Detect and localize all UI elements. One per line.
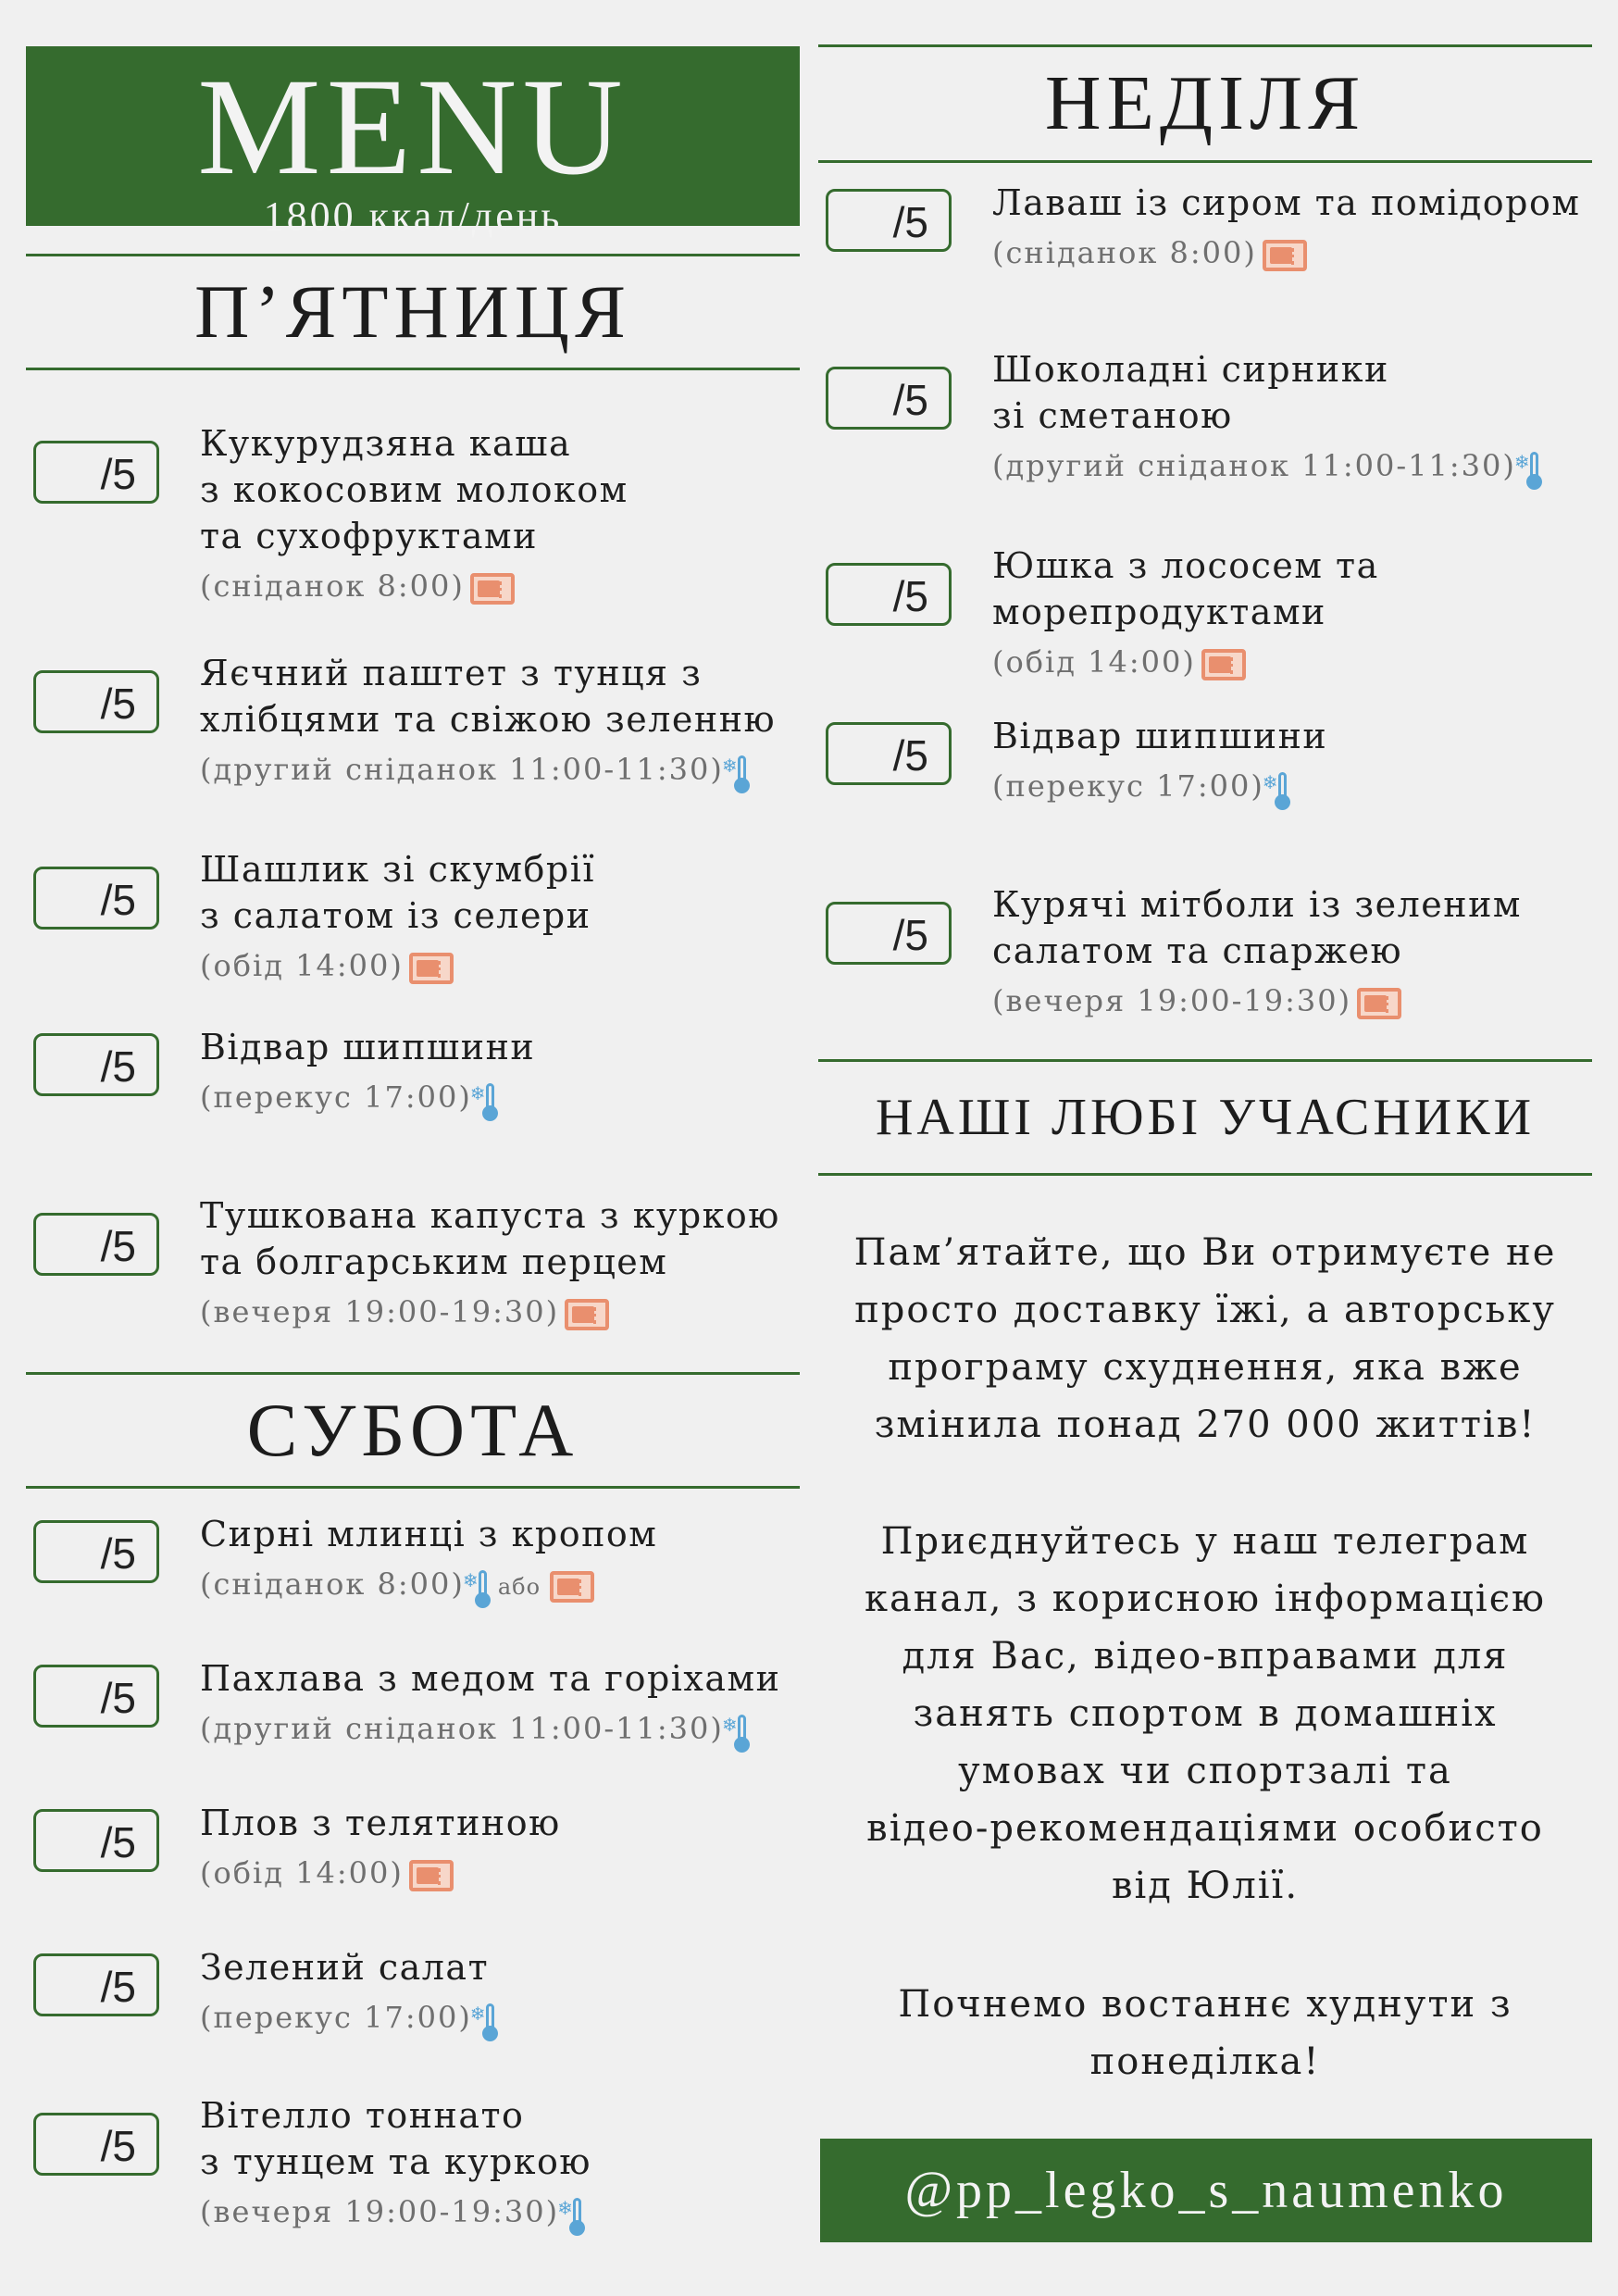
rating-box[interactable] <box>33 2113 159 2176</box>
menu-item-text <box>200 2092 792 2237</box>
dish-name: Шоколадні сирники зі сметаною <box>992 349 1389 436</box>
meal-time: (обід 14:00) <box>200 1852 792 1894</box>
meal-time: (сніданок 8:00) <box>992 231 1585 274</box>
meal-time: (вечеря 19:00-19:30) <box>200 1291 792 1333</box>
info-section-header: НАШІ ЛЮБІ УЧАСНИКИ <box>818 1059 1592 1176</box>
menu-item-text <box>200 1192 792 1333</box>
menu-item-text <box>200 1024 792 1122</box>
dish-name: Відвар шипшини <box>200 1027 536 1067</box>
rating-label: /5 <box>100 680 136 728</box>
meal-time: (обід 14:00) <box>992 641 1585 683</box>
rating-box[interactable] <box>33 1520 159 1583</box>
menu-item-text <box>200 650 792 794</box>
rating-box[interactable] <box>33 1809 159 1872</box>
info-paragraph-2: Приєднуйтесь у наш телеграм канал, з корисною інформацією для Вас, відео-вправами для занять спортом в домашніх умовах чи спортзалі та відео-рекомендаціями особисто від Юлії. <box>865 1520 1546 1907</box>
menu-banner <box>26 46 800 239</box>
rating-box[interactable] <box>33 1665 159 1728</box>
meal-time: (обід 14:00) <box>200 944 792 987</box>
rating-box[interactable] <box>33 867 159 930</box>
dish-name: Плов з телятиною <box>200 1803 561 1843</box>
rating-box[interactable] <box>33 441 159 504</box>
dish-name: Юшка з лососем та морепродуктами <box>992 545 1379 632</box>
telegram-handle[interactable]: @pp_legko_s_naumenko <box>820 2139 1592 2242</box>
meal-time: (другий сніданок 11:00-11:30) ❄ <box>992 444 1585 491</box>
rating-box[interactable] <box>826 563 952 626</box>
cold-thermometer-icon: ❄ <box>470 1565 494 1609</box>
dish-name: Пахлава з медом та горіхами <box>200 1658 781 1699</box>
info-paragraph-3: Почнемо востаннє худнути з понеділка! <box>898 1983 1512 2083</box>
meal-time: (другий сніданок 11:00-11:30) ❄ <box>200 748 792 794</box>
calories-subtitle: 1800 ккал/день <box>263 193 563 239</box>
dish-name: Кукурудзяна каша з кокосовим молоком та сухофруктами <box>200 423 629 556</box>
meal-time: (вечеря 19:00-19:30) <box>992 980 1585 1022</box>
rating-box[interactable] <box>826 722 952 785</box>
menu-item-text <box>992 346 1585 491</box>
menu-item-text <box>200 1511 792 1609</box>
microwave-icon <box>1263 240 1307 271</box>
meal-time: (вечеря 19:00-19:30) ❄ <box>200 2190 792 2237</box>
meal-time: (сніданок 8:00) ❄ або <box>200 1563 792 1609</box>
menu-item-text <box>200 420 792 607</box>
meal-time: (перекус 17:00) ❄ <box>992 765 1585 811</box>
menu-item-text <box>200 1944 792 2042</box>
rating-label: /5 <box>892 731 928 780</box>
rating-box[interactable] <box>33 670 159 733</box>
rating-label: /5 <box>892 911 928 959</box>
day-header-friday: П’ЯТНИЦЯ <box>26 254 800 370</box>
rating-box[interactable] <box>33 1213 159 1276</box>
microwave-icon <box>1201 649 1246 680</box>
dish-name: Сирні млинці з кропом <box>200 1514 658 1554</box>
rating-box[interactable] <box>33 1953 159 2016</box>
cold-thermometer-icon: ❄ <box>478 1078 502 1122</box>
microwave-icon <box>550 1571 594 1603</box>
microwave-icon <box>470 573 515 605</box>
dish-name: Курячі мітболи із зеленим салатом та спаржею <box>992 884 1522 971</box>
dish-name: Яєчний паштет з тунця з хлібцями та свіжою зеленню <box>200 653 777 740</box>
dish-name: Відвар шипшини <box>992 716 1328 756</box>
menu-item-text <box>992 881 1585 1022</box>
menu-item-text <box>200 1800 792 1894</box>
rating-box[interactable] <box>826 902 952 965</box>
meal-time: (другий сніданок 11:00-11:30) ❄ <box>200 1707 792 1753</box>
rating-label: /5 <box>100 450 136 498</box>
cold-thermometer-icon: ❄ <box>1522 446 1546 491</box>
menu-title: MENU <box>197 50 629 204</box>
dish-name: Вітелло тоннато з тунцем та куркою <box>200 2095 591 2182</box>
menu-item-text <box>992 180 1585 274</box>
info-paragraph-1: Пам’ятайте, що Ви отримуєте не просто доставку їжі, а авторську програму схуднення, яка вже змінила понад 270 000 життів! <box>853 1231 1557 1446</box>
cold-thermometer-icon: ❄ <box>565 2192 589 2237</box>
microwave-icon <box>565 1299 609 1330</box>
cold-thermometer-icon: ❄ <box>1270 767 1294 811</box>
dish-name: Зелений салат <box>200 1947 490 1988</box>
meal-time: (перекус 17:00) ❄ <box>200 1076 792 1122</box>
or-label: або <box>497 1574 541 1600</box>
rating-label: /5 <box>100 2122 136 2170</box>
rating-label: /5 <box>892 198 928 246</box>
cold-thermometer-icon: ❄ <box>478 1998 502 2042</box>
rating-box[interactable] <box>826 189 952 252</box>
dish-name: Лаваш із сиром та помідором <box>992 182 1581 223</box>
rating-label: /5 <box>100 876 136 924</box>
rating-label: /5 <box>100 1222 136 1270</box>
dish-name: Шашлик зі скумбрії з салатом із селери <box>200 849 596 936</box>
rating-label: /5 <box>100 1674 136 1722</box>
microwave-icon <box>409 953 454 984</box>
rating-label: /5 <box>100 1042 136 1091</box>
rating-label: /5 <box>892 572 928 620</box>
cold-thermometer-icon: ❄ <box>729 750 753 794</box>
rating-label: /5 <box>100 1529 136 1578</box>
menu-item-text <box>200 846 792 987</box>
day-header-sunday: НЕДІЛЯ <box>818 44 1592 163</box>
menu-item-text <box>992 713 1585 811</box>
dish-name: Тушкована капуста з куркою та болгарським перцем <box>200 1195 780 1282</box>
rating-label: /5 <box>100 1818 136 1866</box>
cold-thermometer-icon: ❄ <box>729 1709 753 1753</box>
rating-box[interactable] <box>33 1033 159 1096</box>
menu-item-text <box>200 1655 792 1753</box>
meal-time: (сніданок 8:00) <box>200 565 792 607</box>
rating-label: /5 <box>100 1963 136 2011</box>
microwave-icon <box>1357 988 1401 1019</box>
menu-item-text <box>992 543 1585 683</box>
meal-time: (перекус 17:00) ❄ <box>200 1996 792 2042</box>
day-header-saturday: СУБОТА <box>26 1372 800 1489</box>
microwave-icon <box>409 1860 454 1891</box>
rating-box[interactable] <box>826 367 952 430</box>
rating-label: /5 <box>892 376 928 424</box>
